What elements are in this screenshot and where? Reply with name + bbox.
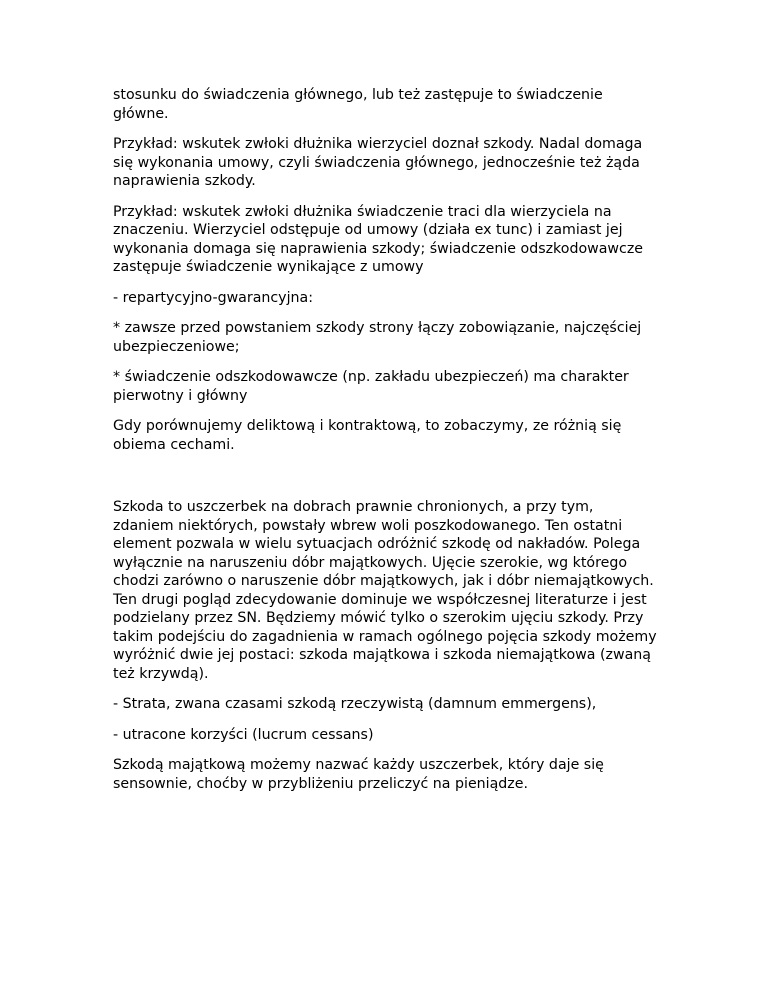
list-item: - utracone korzyści (lucrum cessans) [113,726,374,743]
paragraph: Szkoda to uszczerbek na dobrach prawnie chronionych, a przy tym, zdaniem niektórych, powstały wbrew woli poszkodowanego. Ten ostatni element pozwala w wielu sytuacjach odróżnić szkodę od nakładów. Polega wyłącznie na naruszeniu dóbr majątkowych. Ujęcie szerokie, wg którego chodzi zarówno o naruszenie dóbr majątkowych, jak i dóbr niemajątkowych. Ten drugi pogląd zdecydowanie dominuje we współczesnej literaturze i jest podzielany przez SN. Będziemy mówić tylko o szerokim ujęciu szkody. Przy takim podejściu do zagadnienia w ramach ogólnego pojęcia szkody możemy wyróżnić dwie jej postaci: szkoda majątkowa i szkoda niemajątkowa (zwaną też krzywdą). [113,499,657,682]
paragraph: Gdy porównujemy deliktową i kontraktową, to zobaczymy, ze różnią się obiema cechami. [113,418,622,453]
list-item: * zawsze przed powstaniem szkody strony łączy zobowiązanie, najczęściej ubezpieczeniowe; [113,320,642,355]
paragraph: Przykład: wskutek zwłoki dłużnika wierzyciel doznał szkody. Nadal domaga się wykonania umowy, czyli świadczenia głównego, jednocześnie też żąda naprawienia szkody. [113,136,643,189]
list-item: - Strata, zwana czasami szkodą rzeczywistą (damnum emmergens), [113,696,597,712]
paragraph: Przykład: wskutek zwłoki dłużnika świadczenie traci dla wierzyciela na znaczeniu. Wierzyciel odstępuje od umowy (działa ex tunc) i zamiast jej wykonania domaga się naprawienia szkody; świadczenie odszkodowawcze zastępuje świadczenie wynikające z umowy [113,203,644,275]
paragraph: Szkodą majątkową możemy nazwać każdy uszczerbek, który daje się sensownie, choćby w przybliżeniu przeliczyć na pieniądze. [113,757,604,792]
list-item: - repartycyjno-gwarancyjna: [113,289,313,306]
paragraph: stosunku do świadczenia głównego, lub też zastępuje to świadczenie główne. [113,87,603,122]
blank-line [113,466,658,498]
list-item: * świadczenie odszkodowawcze (np. zakładu ubezpieczeń) ma charakter pierwotny i główny [113,369,629,404]
document-body [113,86,658,805]
